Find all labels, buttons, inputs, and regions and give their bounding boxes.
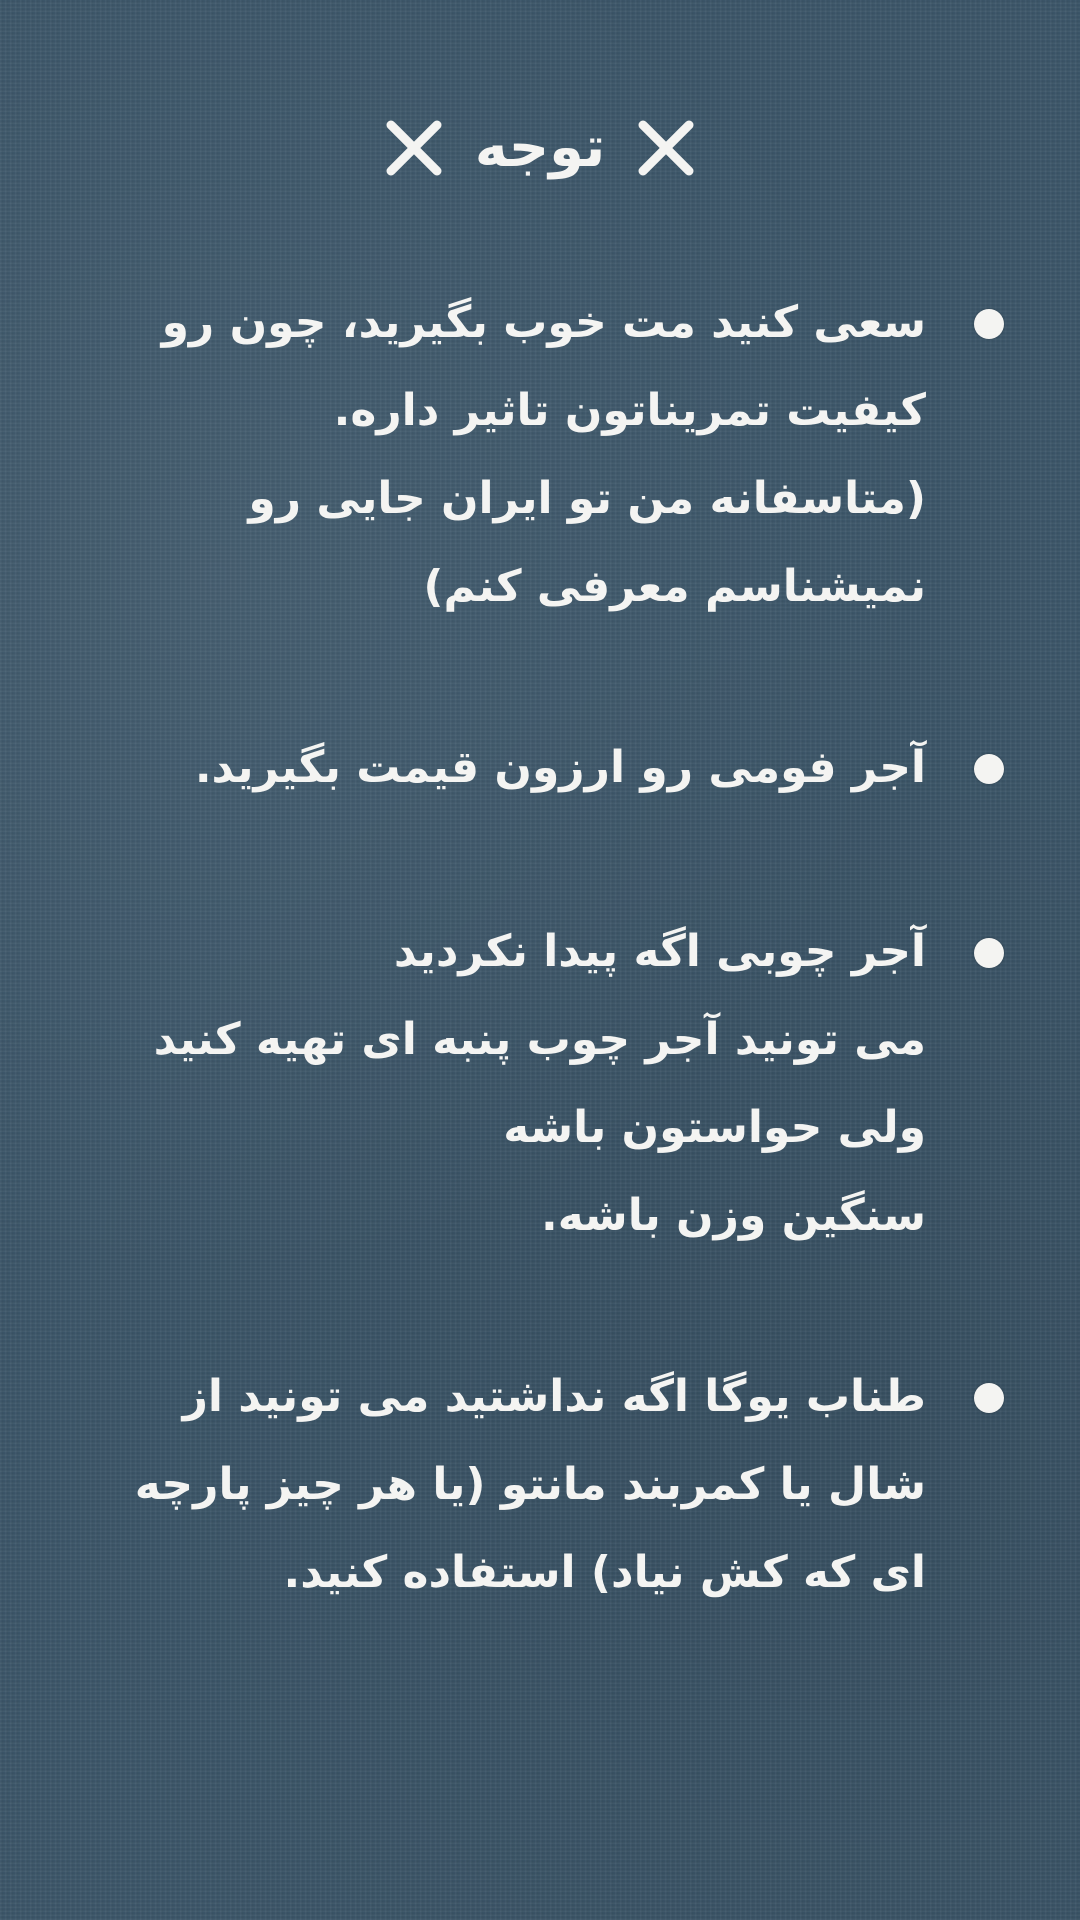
bullet-dot-icon [974, 1383, 1004, 1413]
note-text-line: (متاسفانه من تو ایران جایی رو [248, 473, 926, 524]
note-text-line: آجر چوبی اگه پیدا نکردید [393, 926, 926, 977]
list-item [110, 908, 1010, 1260]
note-text-line: سعی کنید مت خوب بگیرید، چون رو [161, 297, 926, 348]
title-row [0, 108, 1080, 188]
list-item [110, 1353, 1010, 1617]
note-text-line: سنگین وزن باشه. [541, 1190, 926, 1241]
note-text-line: نمیشناسم معرفی کنم) [423, 561, 926, 612]
note-text-line: کیفیت تمریناتون تاثیر داره. [333, 385, 926, 436]
list-item [110, 279, 1010, 631]
note-text-line: ولی حواستون باشه [503, 1102, 926, 1153]
note-text-line: طناب یوگا اگه نداشتید می تونید از [182, 1371, 926, 1422]
close-x-icon [381, 115, 447, 181]
list-item [110, 724, 1010, 812]
note-text-line: آجر فومی رو ارزون قیمت بگیرید. [194, 742, 926, 793]
note-text-line: شال یا کمربند مانتو (یا هر چیز پارچه [134, 1459, 926, 1510]
bullet-dot-icon [974, 309, 1004, 339]
close-x-icon [633, 115, 699, 181]
note-text-line: ای که کش نیاد) استفاده کنید. [283, 1547, 926, 1598]
page-title: توجه [474, 115, 606, 180]
bullet-dot-icon [974, 938, 1004, 968]
note-text-line: می تونید آجر چوب پنبه ای تهیه کنید [153, 1014, 926, 1065]
bullet-dot-icon [974, 754, 1004, 784]
